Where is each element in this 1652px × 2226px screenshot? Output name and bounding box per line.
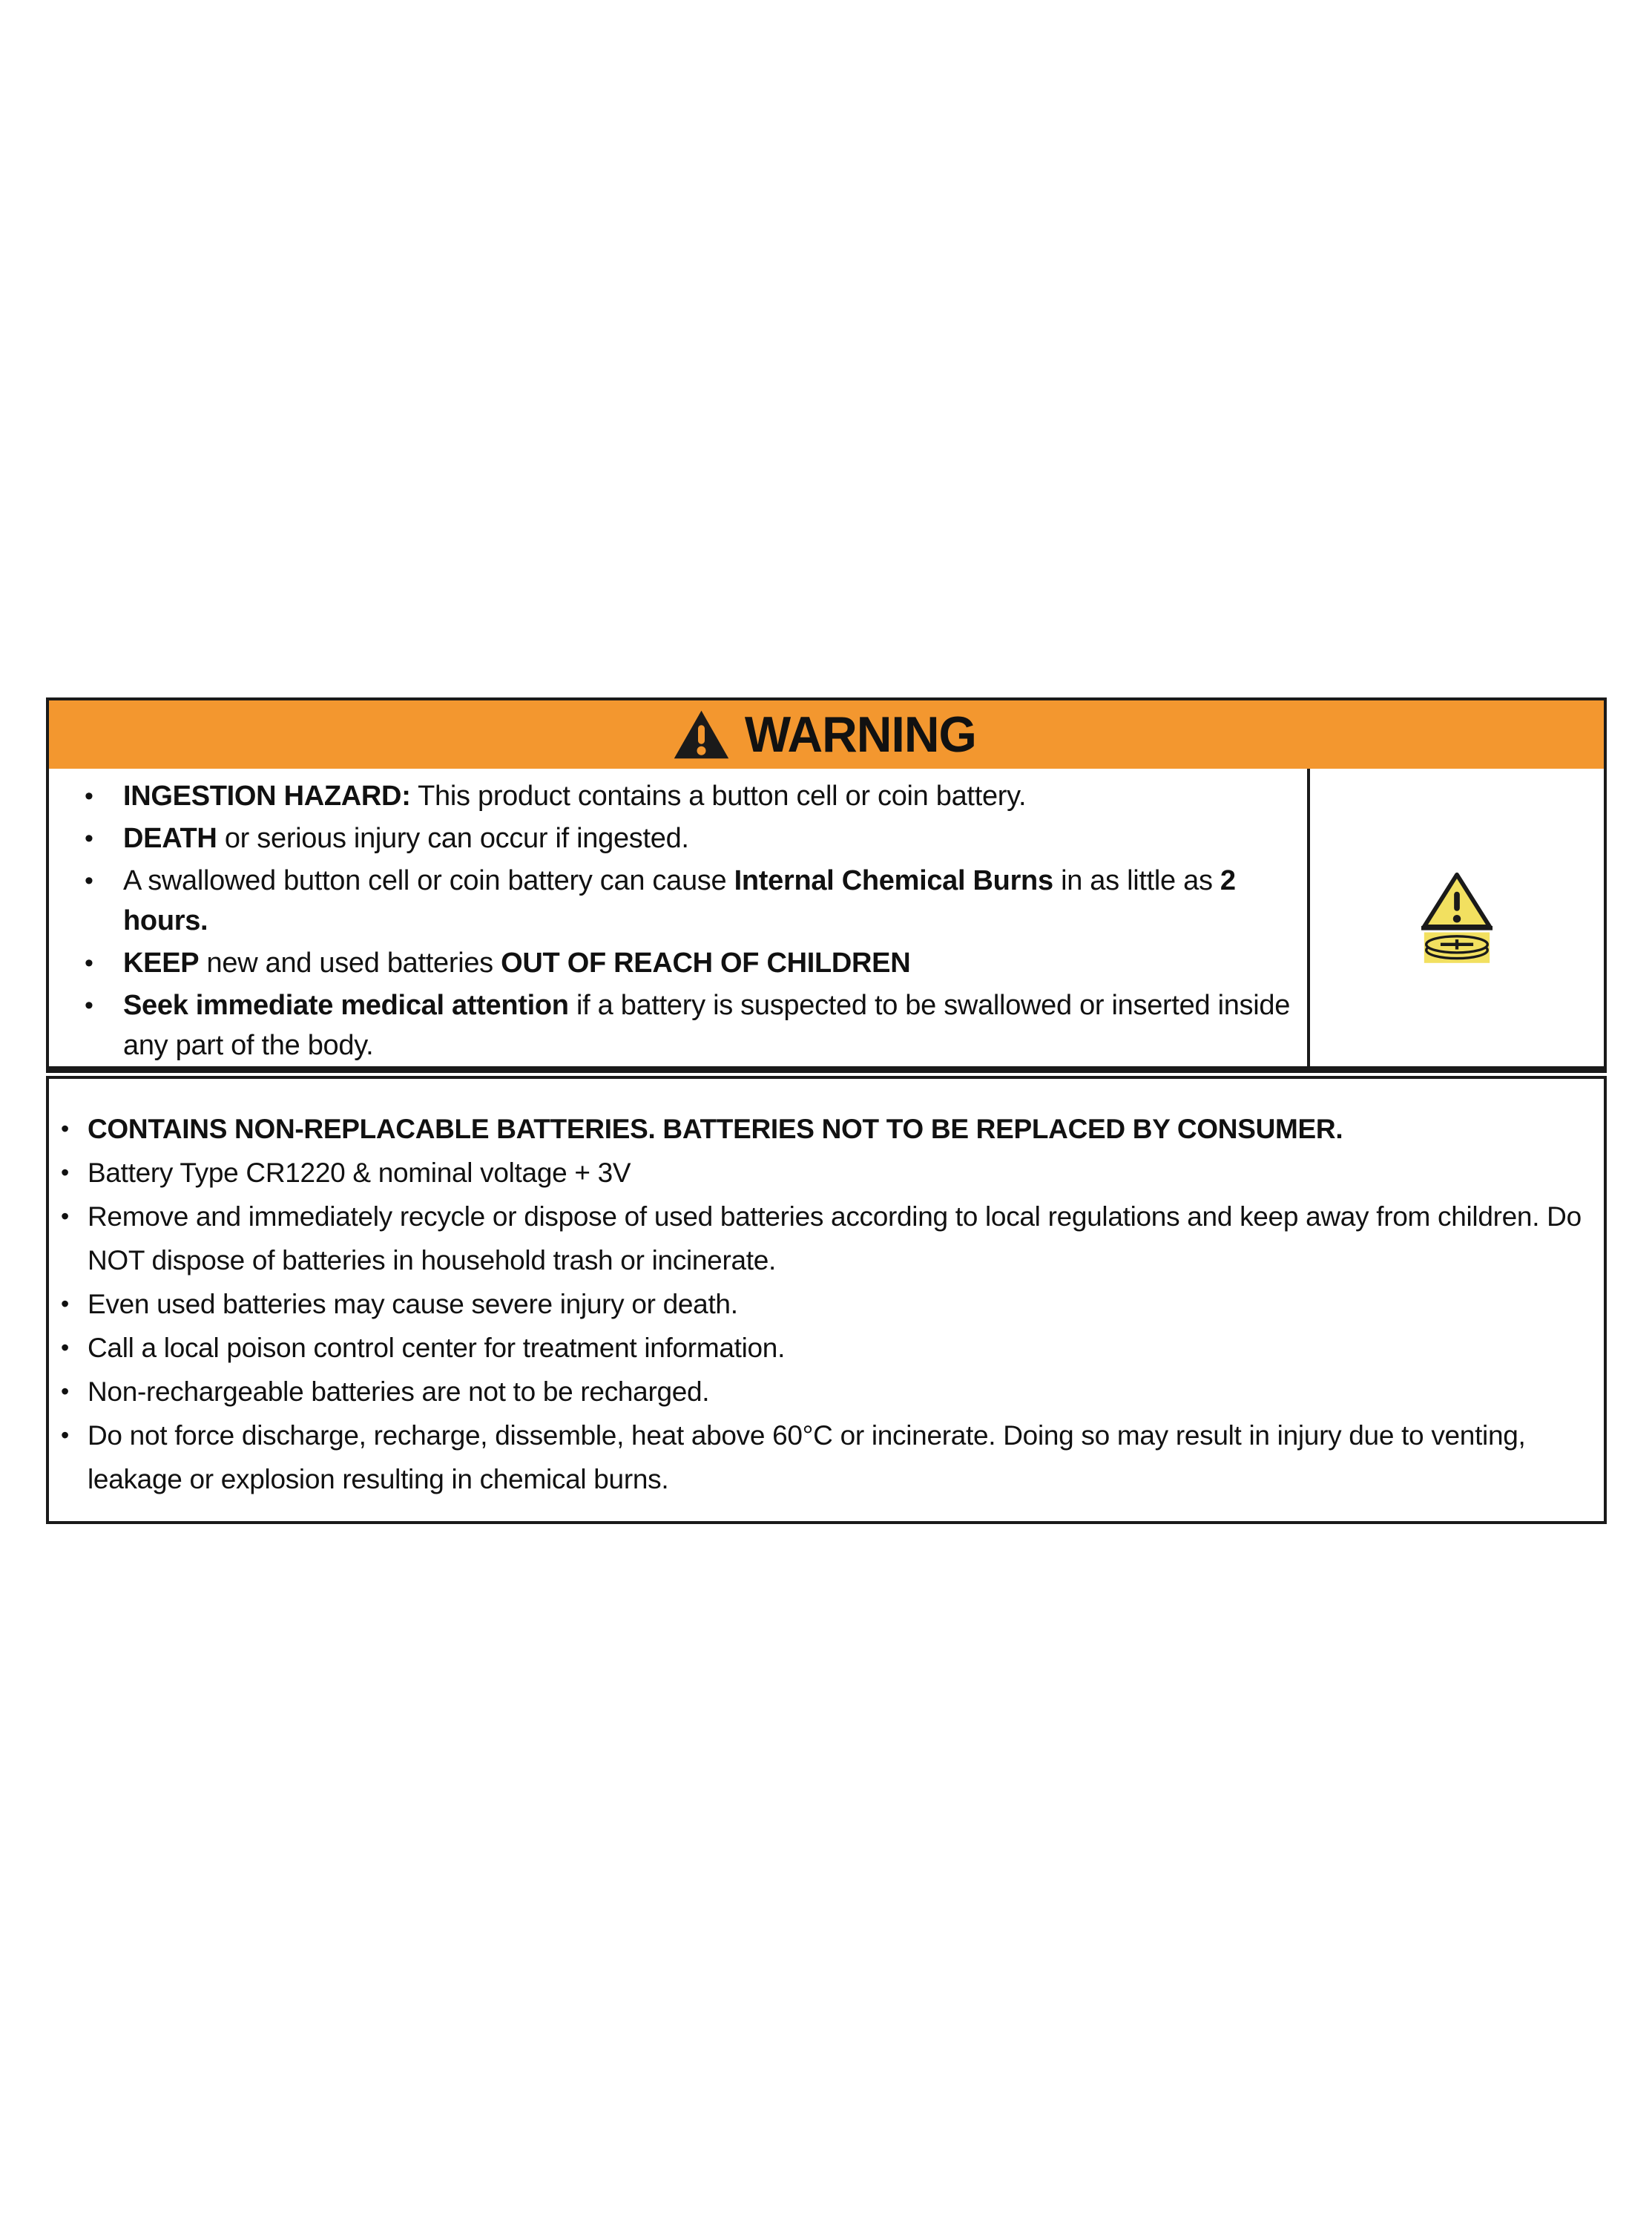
battery-bullet-recycle — [61, 1195, 1582, 1282]
bullet-text-segment: if a battery is suspected to be swallowed or inserted inside any part of the body. — [123, 990, 1291, 1061]
bullet-marker: • — [61, 1378, 70, 1405]
bullet-text: CONTAINS NON-REPLACABLE BATTERIES. BATTERIES NOT TO BE REPLACED BY CONSUMER. — [88, 1114, 1343, 1144]
bullet-text-segment: Seek immediate medical attention — [123, 990, 569, 1021]
bullet-marker: • — [85, 991, 93, 1020]
bullet-marker: • — [85, 867, 93, 895]
bullet-text — [123, 985, 1297, 1066]
battery-bullet-no-force-discharge — [61, 1414, 1582, 1501]
bullet-marker: • — [85, 782, 93, 810]
hazard-bullet-keep-away — [85, 943, 1297, 983]
hazard-bullet-chemical-burns — [85, 861, 1297, 941]
bullet-text-segment: DEATH — [123, 823, 217, 854]
hazard-bullet-list — [49, 769, 1307, 1066]
bullet-text-segment: KEEP — [123, 948, 200, 979]
bullet-text-segment: This product contains a button cell or coin battery. — [410, 781, 1027, 812]
bullet-marker: • — [61, 1334, 70, 1361]
bullet-text-segment: in as little as — [1053, 865, 1220, 896]
bullet-text: Call a local poison control center for treatment information. — [88, 1333, 786, 1363]
bullet-text-segment: OUT OF REACH OF CHILDREN — [501, 948, 911, 979]
warning-title: WARNING — [744, 706, 976, 763]
warning-box-body — [49, 769, 1604, 1066]
bullet-text-segment: new and used batteries — [199, 948, 501, 979]
bullet-text: Do not force discharge, recharge, dissemble, heat above 60°C or incinerate. Doing so may result in injury due to venting, leakage or explosion resulting in chemical burns. — [88, 1420, 1526, 1494]
bullet-marker: • — [61, 1422, 70, 1448]
battery-warning-label — [46, 697, 1607, 1524]
coin-battery-warning-icon — [1421, 870, 1493, 965]
battery-bullet-non-replaceable — [61, 1107, 1582, 1151]
bullet-text-segment: or serious injury can occur if ingested. — [217, 823, 689, 854]
bullet-marker: • — [61, 1290, 70, 1317]
alert-triangle-icon — [674, 710, 729, 759]
bullet-text-segment: A swallowed button cell or coin battery can cause — [123, 865, 734, 896]
battery-bullet-type-voltage — [61, 1151, 1582, 1195]
bullet-text — [123, 861, 1297, 941]
battery-bullet-used-batteries — [61, 1282, 1582, 1326]
bullet-text — [123, 776, 1026, 816]
bullet-marker: • — [85, 824, 93, 853]
battery-bullet-non-rechargeable — [61, 1370, 1582, 1414]
warning-box — [46, 697, 1607, 1073]
hazard-bullet-death — [85, 818, 1297, 858]
bullet-text: Remove and immediately recycle or dispose of used batteries according to local regulations and keep away from children. Do NOT dispose of batteries in household trash or incinerate. — [88, 1201, 1582, 1275]
bullet-marker: • — [61, 1203, 70, 1229]
hazard-bullet-ingestion — [85, 776, 1297, 816]
bullet-text-segment: INGESTION HAZARD: — [123, 781, 411, 812]
bullet-text: Battery Type CR1220 & nominal voltage + 3V — [88, 1158, 631, 1188]
bullet-text: Non-rechargeable batteries are not to be recharged. — [88, 1376, 710, 1407]
hazard-bullet-medical-attention — [85, 985, 1297, 1066]
bullet-text-segment: Internal Chemical Burns — [734, 865, 1053, 896]
battery-info-box — [46, 1076, 1607, 1524]
bullet-text-segment: 2 hours. — [123, 865, 1236, 936]
battery-bullet-poison-control — [61, 1326, 1582, 1370]
battery-hazard-icon-panel — [1307, 769, 1604, 1066]
bullet-text — [123, 818, 689, 858]
bullet-marker: • — [61, 1159, 70, 1186]
bullet-marker: • — [85, 949, 93, 977]
bullet-marker: • — [61, 1115, 70, 1142]
bullet-text: Even used batteries may cause severe injury or death. — [88, 1289, 738, 1319]
warning-header-banner — [49, 700, 1604, 769]
bullet-text — [123, 943, 910, 983]
